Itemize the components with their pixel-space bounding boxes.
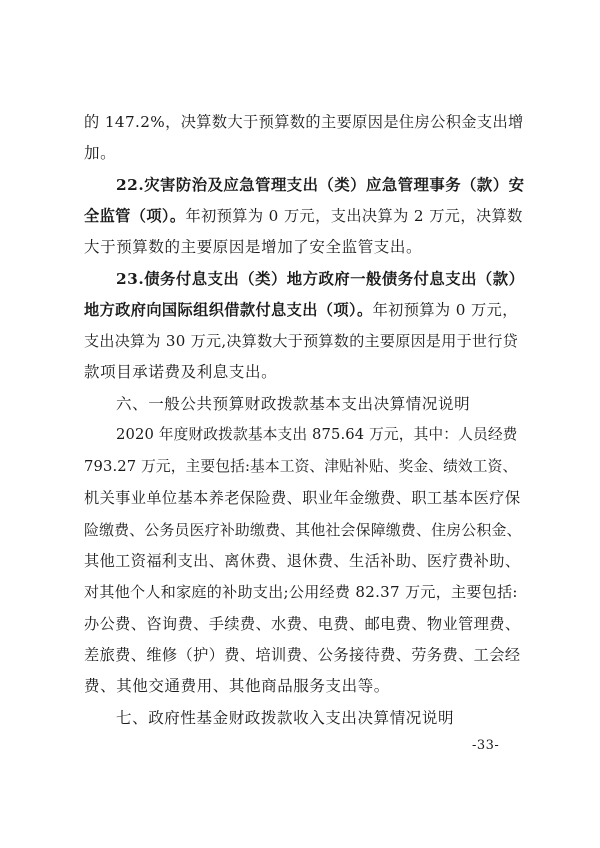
item-22-heading: 22.灾害防治及应急管理支出（类）应急管理事务（款）安 <box>116 176 525 194</box>
paragraph-line: 差旅费、维修（护）费、培训费、公务接待费、劳务费、工会经 <box>84 646 521 664</box>
item-22-text: 年初预算为 0 万元，支出决算为 2 万元，决算数 <box>185 207 523 225</box>
page-number: -33- <box>472 738 500 753</box>
item-22-line <box>84 206 524 226</box>
paragraph-line: 险缴费、公务员医疗补助缴费、其他社会保障缴费、住房公积金、 <box>84 521 522 539</box>
section-6-heading: 六、一般公共预算财政拨款基本支出决算情况说明 <box>116 395 471 413</box>
paragraph-line: 其他工资福利支出、离休费、退休费、生活补助、医疗费补助、 <box>84 552 521 570</box>
item-23-heading: 23.债务付息支出（类）地方政府一般债务付息支出（款） <box>116 270 525 288</box>
paragraph-line: 办公费、咨询费、手续费、水费、电费、邮电费、物业管理费、 <box>84 615 521 633</box>
paragraph-line: 793.27 万元，主要包括:基本工资、津贴补贴、奖金、绩效工资、 <box>84 458 518 475</box>
paragraph-line: 的 147.2%，决算数大于预算数的主要原因是住房公积金支出增 <box>84 113 524 131</box>
item-23-text: 年初预算为 0 万元， <box>372 301 518 319</box>
paragraph-line: 对其他个人和家庭的补助支出;公用经费 82.37 万元，主要包括: <box>84 583 518 601</box>
paragraph-line: 机关事业单位基本养老保险费、职业年金缴费、职工基本医疗保 <box>84 489 521 507</box>
section-7-heading: 七、政府性基金财政拨款收入支出决算情况说明 <box>116 709 455 727</box>
item-23-heading-tail: 地方政府向国际组织借款付息支出（项）。 <box>84 301 373 319</box>
item-23-heading-line <box>116 269 524 289</box>
paragraph-line: 加。 <box>84 144 117 162</box>
item-22-heading-tail: 全监管（项）。 <box>84 207 186 225</box>
item-22-heading-line <box>116 175 524 195</box>
paragraph-line: 2020 年度财政拨款基本支出 875.64 万元，其中：人员经费 <box>116 426 518 443</box>
paragraph-line: 大于预算数的主要原因是增加了安全监管支出。 <box>84 238 423 256</box>
item-23-line <box>84 300 524 320</box>
paragraph-line: 费、其他交通费用、其他商品服务支出等。 <box>84 677 390 695</box>
paragraph-line: 支出决算为 30 万元,决算数大于预算数的主要原因是用于世行贷 <box>84 332 519 350</box>
paragraph-line: 款项目承诺费及利息支出。 <box>84 363 278 381</box>
